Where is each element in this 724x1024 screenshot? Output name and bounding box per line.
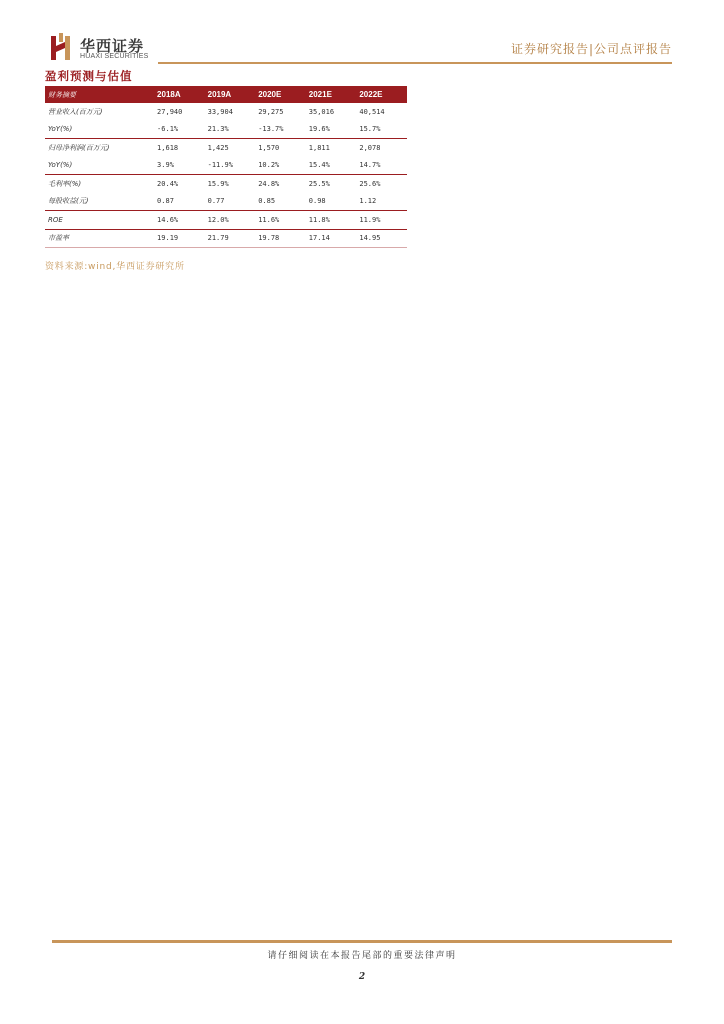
- table-cell: -13.7%: [255, 121, 306, 139]
- page-number: 2: [358, 972, 366, 982]
- table-cell: 19.6%: [306, 121, 357, 139]
- table-cell: 19.78: [255, 229, 306, 248]
- col-header-2021e: 2021E: [306, 86, 357, 103]
- table-row: [45, 157, 407, 175]
- row-label: 毛利率(%): [48, 179, 82, 188]
- report-type: 证券研究报告|公司点评报告: [510, 42, 672, 56]
- table-cell: 11.8%: [306, 211, 357, 230]
- table-row: [45, 193, 407, 211]
- logo-name-en: HUAXI SECURITIES: [80, 53, 149, 60]
- table-cell: 21.3%: [205, 121, 256, 139]
- table-cell: 11.6%: [255, 211, 306, 230]
- table-cell: 27,940: [157, 107, 183, 116]
- table-row: [45, 229, 407, 248]
- table-header-row: [45, 86, 407, 103]
- data-source-note: 资料来源:wind,华西证券研究所: [45, 262, 185, 272]
- table-cell: 40,514: [359, 107, 385, 116]
- row-label: ROE: [45, 211, 154, 230]
- row-label: YoY(%): [45, 121, 154, 139]
- table-cell: 0.77: [205, 193, 256, 211]
- financial-summary-table: [45, 86, 407, 248]
- table-cell: 25.6%: [359, 179, 381, 188]
- table-cell: 1,570: [258, 143, 280, 152]
- col-header-2018a: 2018A: [154, 86, 205, 103]
- table-cell: -6.1%: [154, 121, 205, 139]
- table-row: [45, 139, 407, 157]
- table-cell: 20.4%: [157, 179, 179, 188]
- table-cell: 1,425: [207, 143, 229, 152]
- table-cell: 1.12: [356, 193, 407, 211]
- table-cell: 29,275: [258, 107, 284, 116]
- table-cell: 0.98: [306, 193, 357, 211]
- table-cell: 0.87: [154, 193, 205, 211]
- table-cell: 35,016: [308, 107, 335, 116]
- table-cell: 14.95: [356, 229, 407, 248]
- table-row: [45, 175, 407, 193]
- row-label: YoY(%): [45, 157, 154, 175]
- table-cell: 14.7%: [356, 157, 407, 175]
- table-row: [45, 103, 407, 121]
- table-row: [45, 121, 407, 139]
- huaxi-logo-icon: [50, 33, 72, 61]
- table-cell: 14.6%: [154, 211, 205, 230]
- row-label: 营业收入(百万元): [48, 107, 103, 116]
- table-cell: 1,811: [308, 143, 330, 152]
- table-cell: 2,078: [359, 143, 381, 152]
- table-cell: 25.5%: [308, 179, 330, 188]
- table-cell: 19.19: [154, 229, 205, 248]
- table-cell: 3.9%: [154, 157, 205, 175]
- table-cell: 15.9%: [207, 179, 229, 188]
- table-cell: -11.9%: [205, 157, 256, 175]
- row-label: 市盈率: [45, 229, 154, 248]
- table-cell: 0.85: [255, 193, 306, 211]
- row-label: 归母净利润(百万元): [48, 143, 110, 152]
- col-header-2019a: 2019A: [205, 86, 256, 103]
- table-cell: 15.7%: [356, 121, 407, 139]
- header-divider: [158, 62, 672, 64]
- table-cell: 11.9%: [356, 211, 407, 230]
- col-header-metric: 财务摘要: [45, 86, 154, 103]
- table-cell: 33,904: [207, 107, 233, 116]
- col-header-2022e: 2022E: [356, 86, 407, 103]
- table-cell: 1,618: [157, 143, 179, 152]
- footer-divider: [52, 940, 672, 943]
- table-cell: 15.4%: [306, 157, 357, 175]
- table-cell: 17.14: [306, 229, 357, 248]
- row-label: 每股收益(元): [45, 193, 154, 211]
- legal-disclaimer: 请仔细阅读在本报告尾部的重要法律声明: [267, 951, 457, 961]
- table-cell: 21.79: [205, 229, 256, 248]
- logo-name-cn: 华西证券: [80, 37, 145, 55]
- table-cell: 24.8%: [258, 179, 280, 188]
- table-cell: 12.0%: [205, 211, 256, 230]
- table-cell: 10.2%: [255, 157, 306, 175]
- section-title: 盈利预测与估值: [45, 69, 133, 83]
- col-header-2020e: 2020E: [255, 86, 306, 103]
- company-logo: [50, 33, 190, 63]
- table-row: [45, 211, 407, 230]
